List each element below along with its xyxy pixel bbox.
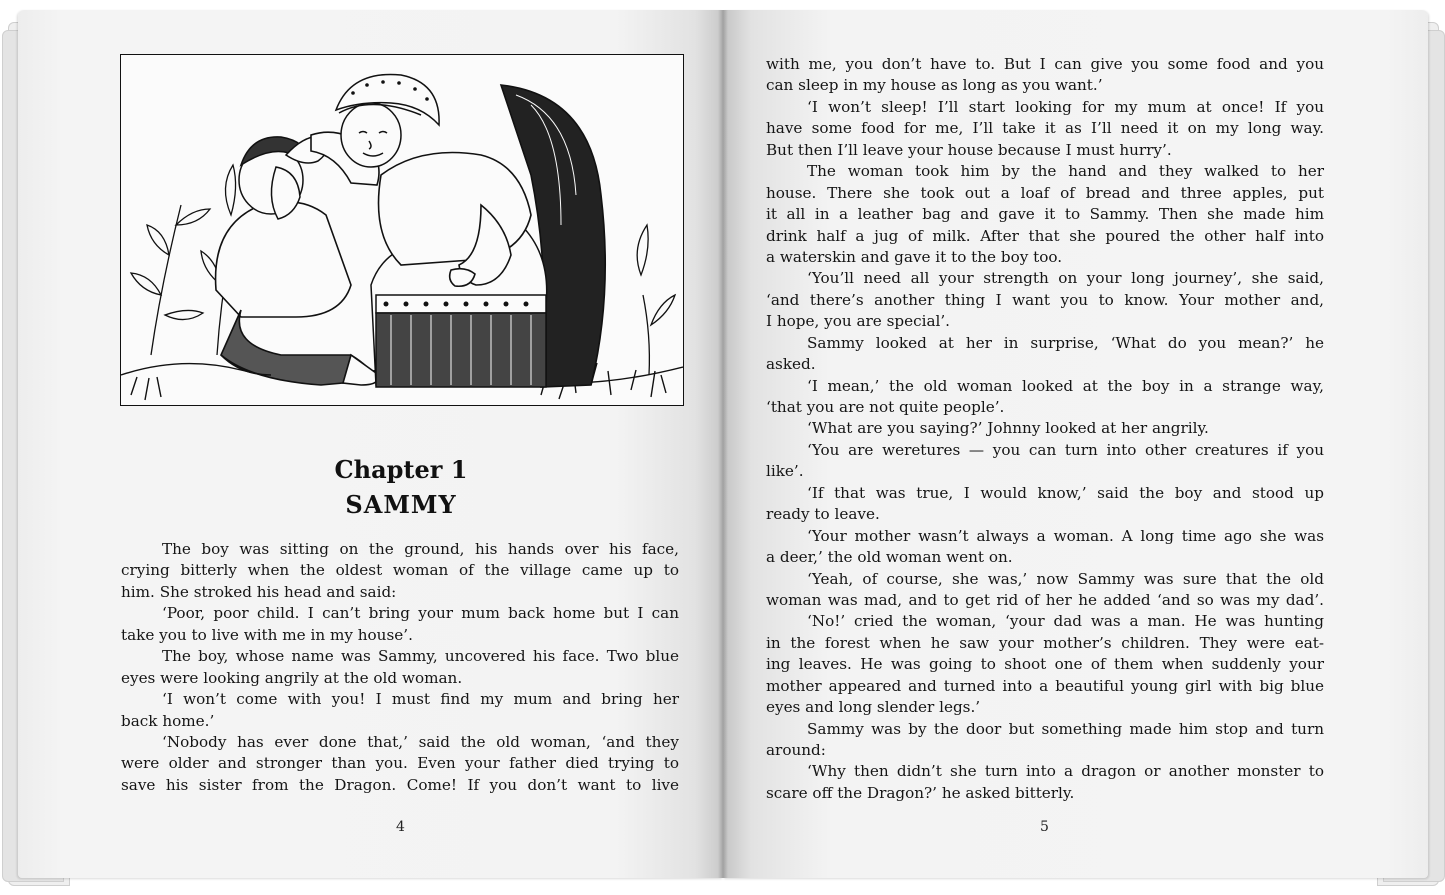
- text-line: ‘I mean,’ the old woman looked at the boy in a strange way,: [807, 376, 1324, 395]
- text-line: ‘Poor, poor child. I can’t bring your mum back home but I can: [162, 604, 679, 623]
- text-line: The boy, whose name was Sammy, uncovered his face. Two blue: [162, 647, 679, 666]
- text-line: mother appeared and turned into a beautiful young girl with big blue: [766, 676, 1324, 695]
- text-line: ‘What are you saying?’ Johnny looked at her angrily.: [807, 419, 1209, 438]
- text-line: eyes were looking angrily at the old woman.: [121, 668, 463, 687]
- text-line: like’.: [766, 462, 804, 481]
- text-line: ready to leave.: [766, 505, 880, 524]
- text-line: ‘I won’t sleep! I’ll start looking for my mum at once! If you: [807, 97, 1324, 116]
- page-number-right: 5: [1040, 819, 1049, 835]
- text-line: ‘Your mother wasn’t always a woman. A long time ago she was: [807, 526, 1324, 545]
- text-line: Sammy looked at her in surprise, ‘What do you mean?’ he: [807, 333, 1324, 352]
- left-page-text: [121, 539, 679, 796]
- old-woman-comforting-boy-illustration: [121, 55, 683, 405]
- text-line: a deer,’ the old woman went on.: [766, 548, 1013, 567]
- text-line: in the forest when he saw your mother’s children. They were eat-: [766, 633, 1324, 652]
- text-line: ‘You are weretures — you can turn into other creatures if you: [807, 440, 1324, 459]
- chapter-illustration: [120, 54, 684, 406]
- text-line: ‘and there’s another thing I want you to know. Your mother and,: [766, 290, 1324, 309]
- text-line: drink half a jug of milk. After that she poured the other half into: [766, 226, 1324, 245]
- text-line: it all in a leather bag and gave it to Sammy. Then she made him: [766, 205, 1324, 224]
- text-line: ‘You’ll need all your strength on your long journey’, she said,: [807, 269, 1324, 288]
- text-line: ‘Yeah, of course, she was,’ now Sammy was sure that the old: [807, 569, 1324, 588]
- page-number-left: 4: [396, 819, 405, 835]
- text-line: scare off the Dragon?’ he asked bitterly.: [766, 783, 1075, 802]
- text-line: ‘that you are not quite people’.: [766, 398, 1005, 416]
- text-line: save his sister from the Dragon. Come! If you don’t want to live: [121, 775, 679, 794]
- chapter-title: SAMMY: [345, 490, 457, 519]
- book-spine: [718, 10, 728, 878]
- text-line: a waterskin and gave it to the boy too.: [766, 247, 1063, 266]
- text-line: But then I’ll leave your house because I must hurry’.: [766, 140, 1172, 159]
- text-line: around:: [766, 741, 826, 759]
- text-line: ‘If that was true, I would know,’ said the boy and stood up: [807, 483, 1324, 502]
- text-line: ing leaves. He was going to shoot one of them when suddenly your: [766, 655, 1324, 674]
- text-line: Sammy was by the door but something made him stop and turn: [807, 719, 1324, 738]
- text-line: take you to live with me in my house’.: [121, 625, 413, 644]
- text-line: crying bitterly when the oldest woman of the village came up to: [121, 561, 679, 580]
- text-line: have some food for me, I’ll take it as I’ll need it on my long way.: [766, 119, 1324, 138]
- right-page-text: [766, 54, 1324, 804]
- text-line: The woman took him by the hand and they walked to her: [807, 162, 1324, 181]
- text-line: woman was mad, and to get rid of her he added ‘and so was my dad’.: [766, 590, 1324, 609]
- text-line: I hope, you are special’.: [766, 312, 951, 331]
- text-line: ‘I won’t come with you! I must find my mum and bring her: [162, 690, 679, 709]
- text-line: were older and stronger than you. Even your father died trying to: [121, 754, 679, 773]
- text-line: him. She stroked his head and said:: [121, 582, 397, 601]
- text-line: eyes and long slender legs.’: [766, 698, 981, 717]
- text-line: ‘Nobody has ever done that,’ said the old woman, ‘and they: [162, 732, 679, 751]
- text-line: with me, you don’t have to. But I can give you some food and you: [766, 55, 1324, 73]
- text-line: house. There she took out a loaf of bread and three apples, put: [766, 183, 1324, 202]
- text-line: ‘No!’ cried the woman, ‘your dad was a man. He was hunting: [807, 612, 1324, 631]
- text-line: can sleep in my house as long as you want.’: [766, 76, 1103, 95]
- text-line: The boy was sitting on the ground, his hands over his face,: [162, 540, 679, 558]
- text-line: back home.’: [121, 711, 215, 730]
- text-line: asked.: [766, 355, 816, 374]
- text-line: ‘Why then didn’t she turn into a dragon or another monster to: [807, 762, 1324, 781]
- chapter-number: Chapter 1: [334, 455, 468, 484]
